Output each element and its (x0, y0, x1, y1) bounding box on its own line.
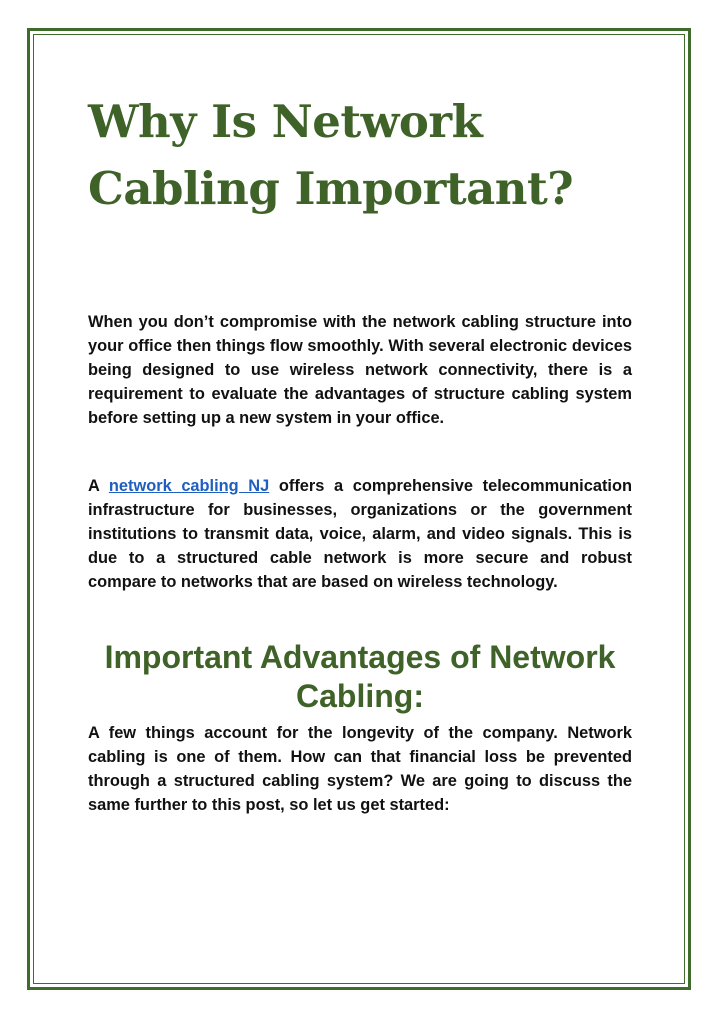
intro-paragraph: When you don’t compromise with the network cabling structure into your office then things flow smoothly. With several electronic devices being designed to use wireless network connectivity, there is a requirement to evaluate the advantages of structure cabling system before setting up a new system in your office. (88, 313, 632, 427)
paragraph-suffix: offers a comprehensive telecommunication infrastructure for businesses, organizations or the government institutions to transmit data, voice, alarm, and video signals. This is due to a structured cable network is more secure and robust compare to networks that are based on wireless technology. (88, 477, 632, 591)
network-cabling-paragraph (88, 474, 632, 594)
advantages-paragraph: A few things account for the longevity of the company. Network cabling is one of them. How can that financial loss be prevented through a structured cabling system? We are going to discuss the same further to this post, so let us get started: (88, 724, 632, 814)
document-content (88, 88, 632, 817)
network-cabling-nj-link[interactable]: network cabling NJ (108, 477, 270, 495)
document-title: Why Is Network Cabling Important? (88, 95, 574, 215)
section-subheading: Important Advantages of Network Cabling: (104, 639, 616, 714)
paragraph-prefix: A (88, 477, 109, 495)
